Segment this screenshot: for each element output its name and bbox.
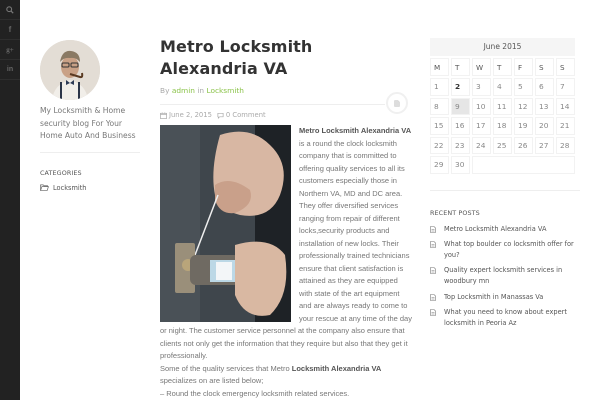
calendar-weekdays bbox=[430, 58, 575, 76]
calendar-day: 25 bbox=[493, 137, 512, 155]
post-list-item: – Round the clock emergency locksmith related services. bbox=[160, 388, 350, 398]
google-plus-button[interactable] bbox=[0, 40, 20, 60]
by-label: By bbox=[160, 86, 170, 95]
search-icon bbox=[6, 6, 14, 14]
calendar-day: 4 bbox=[493, 78, 512, 96]
calendar-day: 28 bbox=[556, 137, 575, 155]
calendar-day: 6 bbox=[535, 78, 554, 96]
calendar-day: 21 bbox=[556, 117, 575, 135]
calendar-day: 11 bbox=[493, 98, 512, 116]
post-meta bbox=[160, 111, 410, 119]
calendar-day: 12 bbox=[514, 98, 533, 116]
calendar-week bbox=[430, 78, 575, 96]
weekday: M bbox=[430, 58, 449, 76]
recent-post-link[interactable]: Quality expert locksmith services in woodbury mn bbox=[444, 266, 563, 286]
calendar-caption: June 2015 bbox=[430, 38, 575, 56]
search-button[interactable] bbox=[0, 0, 20, 20]
weekday: F bbox=[514, 58, 533, 76]
weekday: S bbox=[556, 58, 575, 76]
recent-post-item[interactable] bbox=[430, 292, 580, 303]
calendar-day: 17 bbox=[472, 117, 491, 135]
recent-post-link[interactable]: What you need to know about expert locksmith in Peoria Az bbox=[444, 308, 567, 328]
calendar-day: 13 bbox=[535, 98, 554, 116]
document-icon bbox=[394, 100, 400, 107]
calendar-day: 20 bbox=[535, 117, 554, 135]
recent-post-item[interactable] bbox=[430, 239, 580, 261]
post-intro-strong: Metro Locksmith Alexandria VA bbox=[299, 126, 412, 135]
calendar-day: 24 bbox=[472, 137, 491, 155]
calendar-day: 5 bbox=[514, 78, 533, 96]
weekday: T bbox=[451, 58, 470, 76]
calendar-week bbox=[430, 117, 575, 135]
document-icon bbox=[430, 226, 436, 233]
category-label: Locksmith bbox=[53, 183, 87, 192]
calendar-day: 3 bbox=[472, 78, 491, 96]
recent-posts-title: RECENT POSTS bbox=[430, 208, 480, 217]
comment-count[interactable]: 0 Comment bbox=[225, 111, 266, 119]
post-paragraph-2 bbox=[160, 363, 412, 388]
post-content bbox=[160, 125, 412, 400]
calendar-day: 7 bbox=[556, 78, 575, 96]
post-header bbox=[160, 36, 410, 119]
recent-post-item[interactable] bbox=[430, 265, 580, 287]
linkedin-icon: in bbox=[6, 66, 14, 73]
weekday: T bbox=[493, 58, 512, 76]
post-title[interactable]: Metro Locksmith Alexandria VA bbox=[160, 37, 313, 78]
weekday: W bbox=[472, 58, 491, 76]
linkedin-button[interactable] bbox=[0, 60, 20, 80]
google-plus-icon: g+ bbox=[6, 45, 14, 54]
post-date[interactable]: June 2, 2015 bbox=[169, 111, 212, 119]
calendar-day: 14 bbox=[556, 98, 575, 116]
divider bbox=[430, 190, 580, 191]
calendar-week bbox=[430, 156, 575, 174]
paragraph2-strong: Locksmith Alexandria VA bbox=[291, 363, 382, 373]
divider bbox=[160, 104, 385, 105]
facebook-button[interactable] bbox=[0, 20, 20, 40]
meta-row bbox=[160, 104, 410, 105]
category-link[interactable]: Locksmith bbox=[206, 86, 244, 95]
post-format-button[interactable] bbox=[386, 92, 408, 114]
calendar-day: 18 bbox=[493, 117, 512, 135]
paragraph2-post: specializes on are listed below; bbox=[160, 376, 264, 385]
calendar-empty-cell bbox=[472, 156, 575, 174]
document-icon bbox=[430, 294, 436, 301]
avatar bbox=[40, 40, 100, 100]
weekday: S bbox=[535, 58, 554, 76]
document-icon bbox=[430, 241, 436, 248]
post-byline bbox=[160, 86, 410, 95]
post-intro-text: is a round the clock locksmith company that is committed to offering quality services to all its customers especially those in Northern VA, MD and DC area. They offer diversified services ranging from repair of different locks,security products and installation of new locks. Their professionally trained technicians ensure that client satisfaction is attained as they are equipped with state of the art equipment and are always ready to come to your rescue at any time of the day or night. The customer service personnel at the company also ensure that clients not only get the information that they require but also that they get it professionally. bbox=[160, 138, 412, 360]
calendar-day: 26 bbox=[514, 137, 533, 155]
locksmith-image bbox=[160, 125, 291, 322]
calendar-day: 15 bbox=[430, 117, 449, 135]
facebook-icon: f bbox=[8, 25, 12, 34]
document-icon bbox=[430, 267, 436, 274]
calendar-day: 16 bbox=[451, 117, 470, 135]
profile-sidebar bbox=[40, 40, 140, 192]
calendar-week bbox=[430, 137, 575, 155]
comment-icon bbox=[217, 112, 224, 119]
social-bar bbox=[0, 0, 20, 400]
calendar-day: 23 bbox=[451, 137, 470, 155]
calendar-icon bbox=[160, 112, 167, 119]
calendar-day-selected: 9 bbox=[451, 98, 470, 116]
recent-post-link[interactable]: Top Locksmith in Manassas Va bbox=[444, 292, 544, 301]
recent-post-item[interactable] bbox=[430, 224, 580, 235]
category-item-locksmith[interactable] bbox=[40, 184, 140, 192]
calendar-day: 29 bbox=[430, 156, 449, 174]
calendar-week bbox=[430, 98, 575, 116]
paragraph2-pre: Some of the quality services that Metro bbox=[160, 363, 292, 373]
categories-title: CATEGORIES bbox=[40, 168, 82, 177]
recent-post-link[interactable]: Metro Locksmith Alexandria VA bbox=[444, 224, 547, 233]
calendar-day: 10 bbox=[472, 98, 491, 116]
calendar-day: 22 bbox=[430, 137, 449, 155]
calendar-day: 27 bbox=[535, 137, 554, 155]
calendar-day: 8 bbox=[430, 98, 449, 116]
profile-bio: My Locksmith & Home security blog For Your Home Auto And Business bbox=[40, 106, 136, 140]
recent-posts-list bbox=[430, 224, 580, 330]
calendar-day: 1 bbox=[430, 78, 449, 96]
document-icon bbox=[430, 309, 436, 316]
calendar-day: 30 bbox=[451, 156, 470, 174]
divider bbox=[40, 152, 140, 153]
in-label: in bbox=[197, 86, 205, 95]
calendar-day: 19 bbox=[514, 117, 533, 135]
calendar-widget bbox=[428, 38, 577, 176]
recent-post-link[interactable]: What top boulder co locksmith offer for you? bbox=[444, 239, 574, 259]
calendar-day-link[interactable]: 2 bbox=[451, 78, 470, 96]
folder-icon bbox=[40, 184, 49, 191]
author-link[interactable]: admin bbox=[171, 86, 195, 95]
right-sidebar bbox=[430, 40, 580, 333]
recent-post-item[interactable] bbox=[430, 307, 580, 329]
